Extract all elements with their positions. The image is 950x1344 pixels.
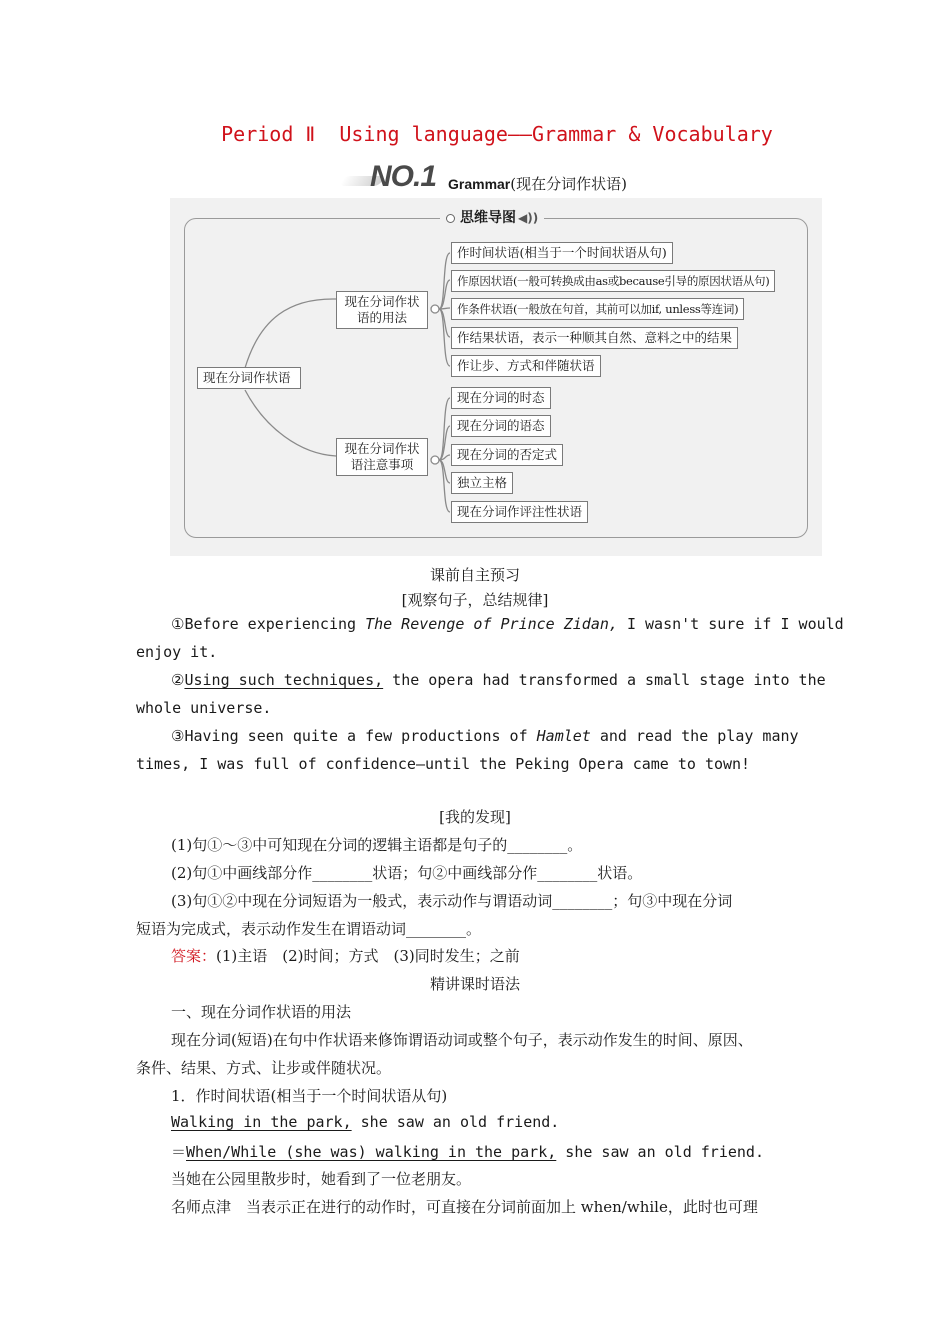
question-2: (2)句①中画线部分作________状语；句②中画线部分作________状语。 (171, 864, 643, 882)
mind-map-leaf: 作让步、方式和伴随状语 (451, 355, 601, 377)
example-2 (171, 1141, 764, 1162)
mind-map-root: 现在分词作状语 (197, 367, 301, 389)
example-2-underlined: When/While (she was) walking in the park, (186, 1143, 557, 1161)
section-1-heading: 一、现在分词作状语的用法 (171, 1003, 352, 1021)
mind-map (170, 198, 822, 556)
example-1-underlined: Walking in the park, (171, 1113, 352, 1131)
mind-map-leaf: 作条件状语(一般放在句首，其前可以加if, unless等连词) (451, 298, 744, 320)
section-label: Grammar (448, 176, 511, 192)
example-translation: 当她在公园里散步时，她看到了一位老朋友。 (171, 1170, 472, 1188)
mind-map-leaf: 作原因状语(一般可转换成由as或because引导的原因状语从句) (451, 270, 775, 292)
mind-map-branch-notes: 现在分词作状语注意事项 (336, 438, 428, 476)
sentence-2-number: ② (171, 671, 185, 689)
mind-map-leaf: 独立主格 (451, 472, 513, 494)
mind-map-branch-usage: 现在分词作状语的用法 (336, 291, 428, 329)
sentence-2 (171, 671, 826, 689)
teacher-tip: 名师点津 当表示正在进行的动作时，可直接在分词前面加上 when/while，此时也可理 (171, 1198, 758, 1216)
sentence-3-line2: times, I was full of confidence—until the Peking Opera came to town! (136, 755, 751, 773)
sentence-3 (171, 727, 799, 745)
sentence-1 (171, 615, 844, 633)
sentence-1-prefix: ①Before experiencing (171, 615, 366, 633)
example-2-prefix: ＝ (171, 1143, 187, 1161)
mind-map-leaf: 作结果状语，表示一种顺其自然、意料之中的结果 (451, 327, 738, 349)
observe-label: [观察句子，总结规律] (401, 591, 549, 609)
answer-label: 答案： (171, 947, 217, 965)
paragraph-1-line2: 条件、结果、方式、让步或伴随状况。 (136, 1059, 392, 1077)
mind-map-leaf: 现在分词作评注性状语 (451, 501, 588, 523)
sentence-3-title: Hamlet (536, 727, 591, 745)
question-3: (3)句①②中现在分词短语为一般式，表示动作与谓语动词________；句③中现在分词 (171, 892, 733, 910)
sentence-2-underlined: Using such techniques, (184, 671, 384, 689)
example-2-rest: she saw an old friend. (556, 1143, 764, 1161)
sentence-2-rest: the opera had transformed a small stage into the (383, 671, 826, 689)
discovery-label: [我的发现] (439, 808, 511, 826)
answer (171, 945, 520, 966)
example-1 (171, 1113, 559, 1131)
badge-text: NO.1 (370, 160, 437, 193)
sentence-3-rest: and read the play many (590, 727, 799, 745)
example-1-rest: she saw an old friend. (351, 1113, 560, 1131)
sentence-1-rest: I wasn't sure if I would (617, 615, 844, 633)
mind-map-leaf: 现在分词的语态 (451, 415, 551, 437)
sentence-1-title: The Revenge of Prince Zidan, (365, 615, 618, 633)
mind-map-leaf: 作时间状语(相当于一个时间状语从句) (451, 242, 673, 264)
question-1: (1)句①～③中可知现在分词的逻辑主语都是句子的________。 (171, 836, 583, 854)
mind-map-heading-text: 思维导图 (460, 210, 516, 226)
mind-map-leaf: 现在分词的时态 (451, 387, 551, 409)
answer-text: (1)主语 (2)时间；方式 (3)同时发生；之前 (216, 947, 520, 965)
sentence-1-line2: enjoy it. (136, 643, 218, 661)
question-3-line2: 短语为完成式，表示动作发生在谓语动词________。 (136, 920, 482, 938)
page-title: Period Ⅱ Using language——Grammar & Vocabulary (221, 122, 773, 146)
lecture-heading: 精讲课时语法 (429, 975, 520, 993)
sentence-3-prefix: ③Having seen quite a few productions of (171, 727, 537, 745)
sentence-2-line2: whole universe. (136, 699, 272, 717)
section-note: (现在分词作状语) (510, 175, 627, 193)
paragraph-1: 现在分词(短语)在句中作状语来修饰谓语动词或整个句子，表示动作发生的时间、原因、 (171, 1031, 753, 1049)
mind-map-leaf: 现在分词的否定式 (451, 444, 563, 466)
speaker-icon: ◀)) (518, 211, 539, 225)
item-1-heading: 1．作时间状语(相当于一个时间状语从句) (171, 1087, 448, 1105)
preview-heading: 课前自主预习 (429, 566, 520, 584)
section-subtitle (448, 173, 627, 194)
